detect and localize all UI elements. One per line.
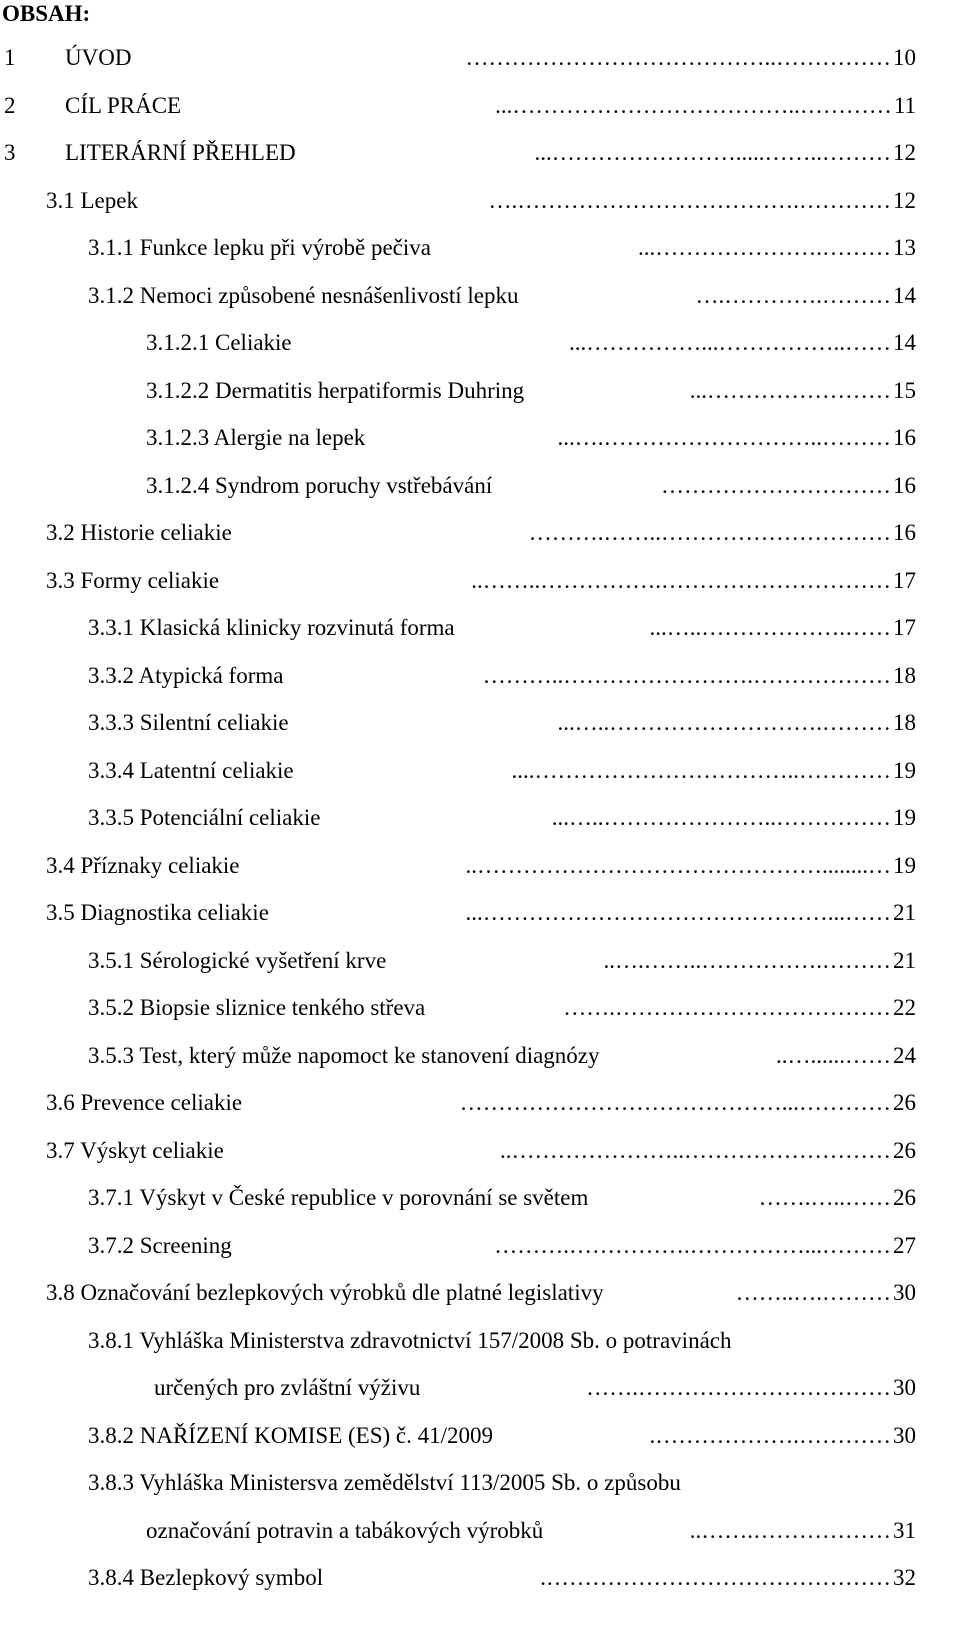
toc-entry-leader: ……….…………………... [638,235,891,260]
toc-entry-page: 26 [893,1090,916,1115]
toc-entry [0,281,960,321]
toc-entry-page: 16 [893,520,916,545]
toc-entry [0,803,960,843]
toc-entry-title: 3.1 Lepek [46,187,138,213]
toc-entry-page: 31 [893,1517,916,1543]
toc-entry-page: 11 [893,92,916,118]
toc-entry-title: 3.6 Prevence celiakie [46,1090,243,1115]
toc-entry [0,1231,960,1271]
toc-entry [0,1373,960,1413]
toc-entry [0,1088,960,1128]
toc-entry-leader: ………………………….……………..…….. [471,567,891,593]
toc-entry [0,708,960,748]
toc-entry-leader: ………………………………………. [540,1565,891,1590]
toc-entry-number: 2 [4,92,16,118]
toc-entry [0,1563,960,1603]
toc-heading: OBSAH: [2,1,91,26]
toc-entry-title: LITERÁRNÍ PŘEHLED [65,140,296,165]
toc-entry-page: 30 [893,1280,916,1305]
toc-entry-page: 30 [893,1422,916,1448]
toc-entry-page: 12 [893,187,916,213]
toc-entry-title: 3.8.4 Bezlepkový symbol [88,1565,324,1590]
toc-entry-leader: ……………….……………………..……… [482,662,891,688]
toc-entry-leader: ……….………………………..…... [557,710,891,735]
toc-entry-page: 21 [893,900,916,925]
toc-entry-title: 3.7.1 Výskyt v České republice v porovnání se světem [88,1185,589,1210]
toc-entry [0,423,960,463]
toc-entry-page: 17 [893,615,916,640]
toc-entry-title: 3.8 Označování bezlepkových výrobků dle platné legislativy [46,1280,604,1305]
toc-entry-leader: ……………….…….. [689,1517,891,1543]
toc-entry-title: 3.8.1 Vyhláška Ministerstva zdravotnictví 157/2008 Sb. o potravinách [88,1327,732,1353]
toc-entry-title: 3.3.3 Silentní celiakie [88,710,289,735]
toc-entry-page: 13 [893,235,916,260]
toc-entry-title: 3.3.2 Atypická forma [88,662,284,688]
toc-entry-number: 3 [4,140,16,165]
toc-entry-page: 21 [893,947,916,973]
toc-entry [0,1041,960,1081]
toc-entry [0,1183,960,1223]
toc-entry [0,1278,960,1318]
toc-entry-title: 3.1.2.3 Alergie na lepek [146,425,366,450]
toc-entry-title: 3.3.4 Latentní celiakie [88,757,294,783]
toc-entry-leader: …………..………………………………... [495,92,892,118]
toc-entry-title: 3.7.2 Screening [88,1232,232,1258]
toc-entry-title: 3.5 Diagnostika celiakie [46,900,269,925]
toc-entry [0,993,960,1033]
toc-entry-leader: …………………………….…… [586,1375,891,1400]
toc-entry-page: 19 [893,805,916,830]
toc-entry-leader: ………..……………………….…... [557,425,891,450]
toc-entry-page: 19 [893,757,916,783]
toc-entry [0,328,960,368]
toc-entry-title: 3.3.5 Potenciální celiakie [88,805,321,830]
toc-entry-page: 12 [893,140,916,165]
toc-entry [0,661,960,701]
toc-entry-page: 24 [893,1042,916,1068]
toc-entry-page: 30 [893,1375,916,1400]
toc-entry [0,898,960,938]
toc-entry-title: 3.4 Příznaky celiakie [46,852,240,878]
toc-entry-leader: ……......….. [776,1042,891,1068]
toc-entry-leader: …………..…………………………….... [511,757,891,783]
toc-entry-page: 16 [893,425,916,450]
toc-entry-leader: …….………………..…... [649,615,891,640]
toc-entry-leader: ……...………………………………………... [465,900,891,925]
toc-entry [0,1421,960,1461]
toc-entry-leader: ………...…………….…………….……… [494,1232,891,1258]
toc-entry-leader: ……………..…………………..…... [551,805,891,830]
toc-entry [0,43,960,83]
toc-entry-title: 3.5.2 Biopsie sliznice tenkého střeva [88,995,426,1020]
toc-entry-leader: ………….………………. [649,1422,891,1448]
toc-entry-leader: ………….……………………………….… [488,187,891,213]
toc-entry [0,1136,960,1176]
toc-entry [0,376,960,416]
toc-entry-page: 27 [893,1232,916,1258]
toc-entry-leader: ……………..………………………………… [465,45,891,70]
toc-entry-title: 3.1.2.2 Dermatitis herpatiformis Duhring [146,377,525,403]
toc-entry-leader: ……………………………….…… [563,995,891,1020]
toc-entry-leader: …………………………..…….……… [528,520,891,545]
toc-entry-title: 3.7 Výskyt celiakie [46,1137,224,1163]
toc-entry-title: 3.8.2 NAŘÍZENÍ KOMISE (ES) č. 41/2009 [88,1422,494,1448]
toc-entry-leader: ……………………... [689,377,891,403]
toc-entry-title: určených pro zvláštní výživu [154,1375,421,1400]
toc-entry-leader: ……..….…… [758,1185,891,1210]
toc-entry-leader: …........……………………………………….. [465,852,891,878]
toc-entry-title: ÚVOD [65,45,132,70]
toc-entry [0,518,960,558]
toc-entry-title: 3.2 Historie celiakie [46,520,232,545]
toc-entry-page: 32 [893,1565,916,1590]
toc-entry-title: označování potravin a tabákových výrobků [146,1517,544,1543]
toc-entry-page: 16 [893,472,916,498]
toc-entry-page: 18 [893,662,916,688]
toc-entry [0,1326,960,1366]
toc-entry-title: 3.8.3 Vyhláška Ministersva zemědělství 113/2005 Sb. o způsobu [88,1470,681,1495]
toc-entry-title: 3.5.1 Sérologické vyšetření krve [88,947,387,973]
toc-entry [0,1468,960,1508]
toc-entry-leader: ……….…..…… [735,1280,891,1305]
toc-entry-leader: …………...…………………………………… [459,1090,891,1115]
toc-entry-page: 14 [893,330,916,355]
toc-entry [0,186,960,226]
toc-entry-title: 3.1.2.4 Syndrom poruchy vstřebávání [146,472,493,498]
toc-entry-leader: ……….……………..…….….. [603,947,891,973]
toc-entry-title: 3.1.1 Funkce lepku při výrobě pečiva [88,235,431,260]
toc-entry-leader: ………………………… [661,472,891,498]
toc-entry-title: 3.5.3 Test, který může napomoct ke stanovení diagnózy [88,1042,600,1068]
toc-entry-leader: ……..……………...……………... [569,330,891,355]
toc-entry-title: 3.1.2.1 Celiakie [146,330,292,355]
toc-entry-title: CÍL PRÁCE [65,92,182,118]
toc-entry [0,138,960,178]
toc-entry [0,946,960,986]
toc-entry-title: 3.3 Formy celiakie [46,567,220,593]
toc-entry [0,1516,960,1556]
toc-entry [0,471,960,511]
toc-entry-leader: ……….………….… [695,282,891,308]
toc-entry-leader: ………………………..………………….. [500,1137,891,1163]
toc-entry-page: 17 [893,567,916,593]
toc-entry-leader: ………..…….....……………………... [534,140,891,165]
toc-entry [0,566,960,606]
toc-entry [0,233,960,273]
toc-entry-page: 14 [893,282,916,308]
toc-entry [0,613,960,653]
toc-entry [0,756,960,796]
toc-entry-page: 26 [893,1137,916,1163]
toc-entry-title: 3.1.2 Nemoci způsobené nesnášenlivostí lepku [88,282,519,308]
toc-entry-page: 22 [893,995,916,1020]
toc-entry-title: 3.3.1 Klasická klinicky rozvinutá forma [88,615,455,640]
toc-entry-page: 19 [893,852,916,878]
toc-entry-page: 15 [893,377,916,403]
toc-entry [0,851,960,891]
toc-entry [0,91,960,131]
toc-entry-page: 10 [893,45,916,70]
toc-entry-page: 26 [893,1185,916,1210]
toc-entry-number: 1 [4,45,16,70]
toc-entry-page: 18 [893,710,916,735]
